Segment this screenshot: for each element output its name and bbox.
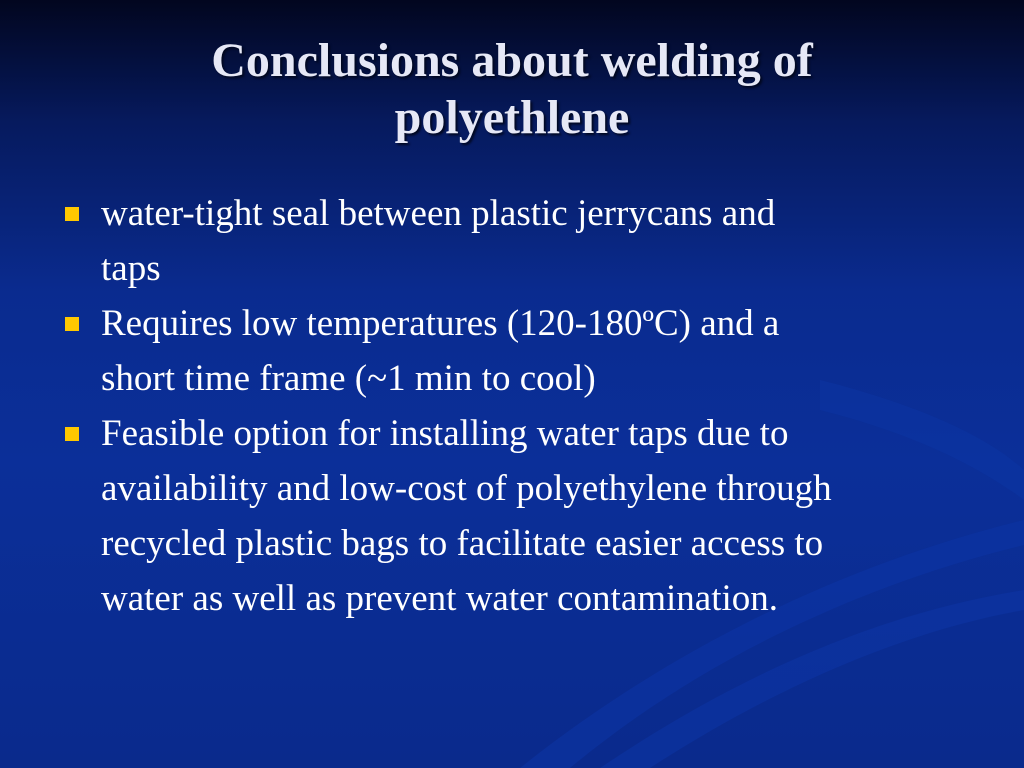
bullet-list [101,186,981,626]
bullet-text-line: water-tight seal between plastic jerrycans and [101,193,776,234]
bullet-item [101,406,981,626]
bullet-text-line: Feasible option for installing water taps due to [101,413,789,454]
bullet-text-line: water as well as prevent water contamination. [101,578,779,619]
slide-title-line: polyethlene [394,91,630,144]
square-bullet-icon [65,207,79,221]
slide-title [60,32,964,146]
bullet-text-line: Requires low temperatures (120-180ºC) and a [101,303,780,344]
square-bullet-icon [65,427,79,441]
bullet-text-line: recycled plastic bags to facilitate easier access to [101,523,824,564]
bullet-item [101,296,981,406]
slide-title-line: Conclusions about welding of [211,34,813,87]
bullet-text-line: taps [101,248,161,289]
bullet-item [101,186,981,296]
square-bullet-icon [65,317,79,331]
bullet-text-line: short time frame (~1 min to cool) [101,358,596,399]
bullet-text-line: availability and low-cost of polyethylene through [101,468,832,509]
